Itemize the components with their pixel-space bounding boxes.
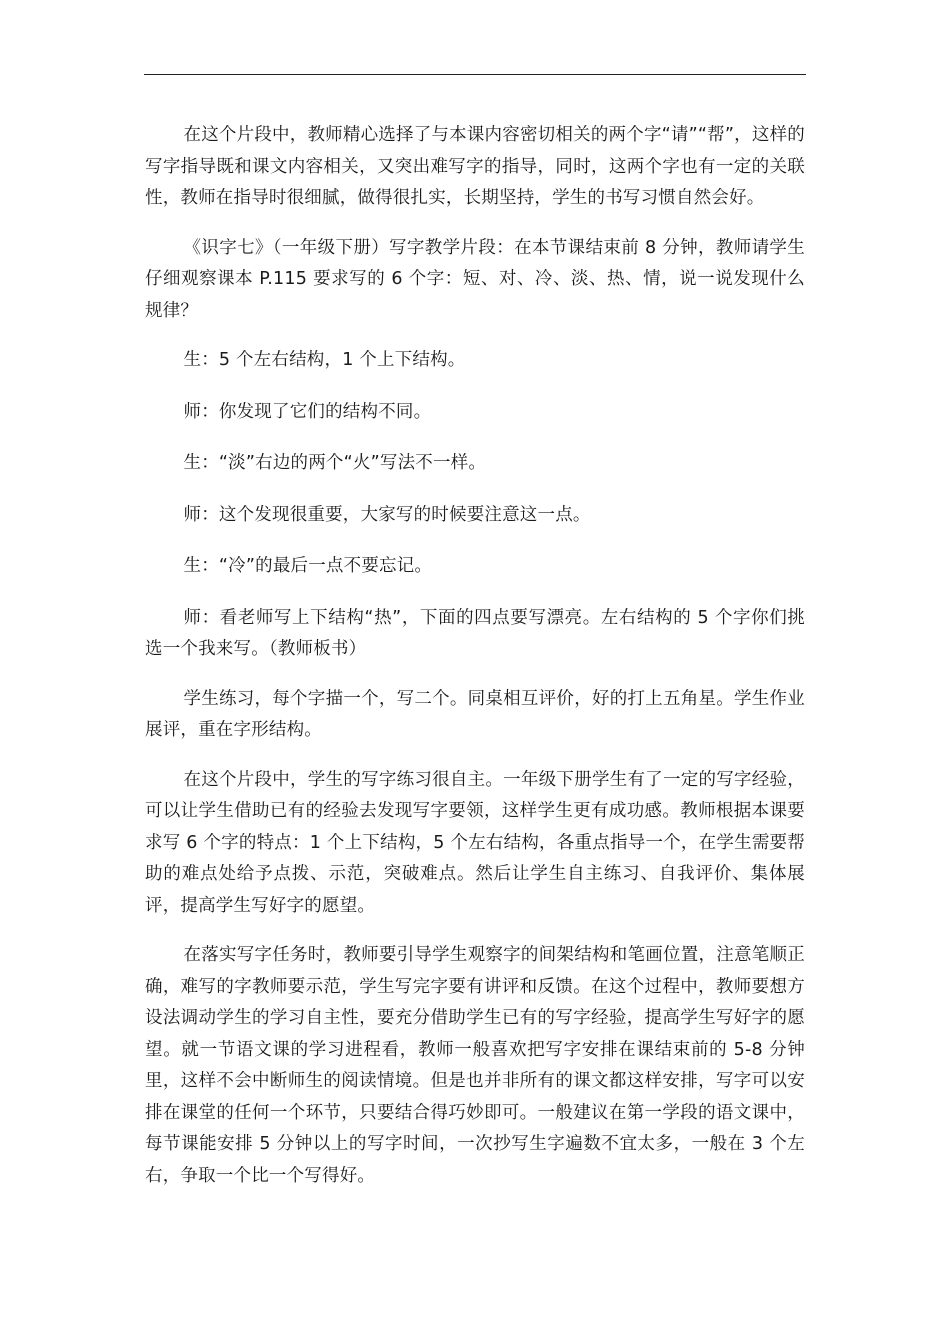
dialogue-student-2: 生：“淡”右边的两个“火”写法不一样。 (183, 453, 487, 473)
paragraph-practice: 学生练习，每个字描一个，写二个。同桌相互评价，好的打上五角星。学生作业展评，重在字形结构。 (145, 688, 805, 740)
dialogue-student-3: 生：“冷”的最后一点不要忘记。 (183, 556, 433, 576)
dialogue-teacher-1: 师：你发现了它们的结构不同。 (183, 401, 432, 422)
paragraph-case-intro: 《识字七》（一年级下册）写字教学片段：在本节课结束前 8 分钟，教师请学生仔细观察课本 P.115 要求写的 6 个字：短、对、冷、淡、热、情，说一说发现什么规律？ (145, 237, 805, 321)
document-body (145, 120, 805, 1210)
dialogue-teacher-2: 师：这个发现很重要，大家写的时候要注意这一点。 (183, 504, 591, 525)
paragraph-commentary-2: 在这个片段中，学生的写字练习很自主。一年级下册学生有了一定的写字经验，可以让学生借助已有的经验去发现写字要领，这样学生更有成功感。教师根据本课要求写 6 个字的特点：1 个上下结构，5 个左右结构，各重点指导一个，在学生需要帮助的难点处给予点拨、示范，突破难点。然后让学生自主练习、自我评价、集体展评，提高学生写好字的愿望。 (145, 769, 805, 916)
dialogue-student-1: 生：5 个左右结构，1 个上下结构。 (183, 350, 466, 370)
header-rule (144, 74, 806, 75)
paragraph-conclusion: 在落实写字任务时，教师要引导学生观察字的间架结构和笔画位置，注意笔顺正确，难写的字教师要示范，学生写完字要有讲评和反馈。在这个过程中，教师要想方设法调动学生的学习自主性，要充分借助学生已有的写字经验，提高学生写好字的愿望。就一节语文课的学习进程看，教师一般喜欢把写字安排在课结束前的 5-8 分钟里，这样不会中断师生的阅读情境。但是也并非所有的课文都这样安排，写字可以安排在课堂的任何一个环节，只要结合得巧妙即可。一般建议在第一学段的语文课中，每节课能安排 5 分钟以上的写字时间，一次抄写生字遍数不宜太多，一般在 3 个左右，争取一个比一个写得好。 (145, 945, 805, 1186)
dialogue-teacher-3: 师：看老师写上下结构“热”，下面的四点要写漂亮。左右结构的 5 个字你们挑选一个我来写。（教师板书） (145, 607, 805, 659)
paragraph-commentary-1: 在这个片段中，教师精心选择了与本课内容密切相关的两个字“请”“帮”，这样的写字指导既和课文内容相关，又突出难写字的指导，同时，这两个字也有一定的关联性，教师在指导时很细腻，做得很扎实，长期坚持，学生的书写习惯自然会好。 (145, 125, 805, 208)
